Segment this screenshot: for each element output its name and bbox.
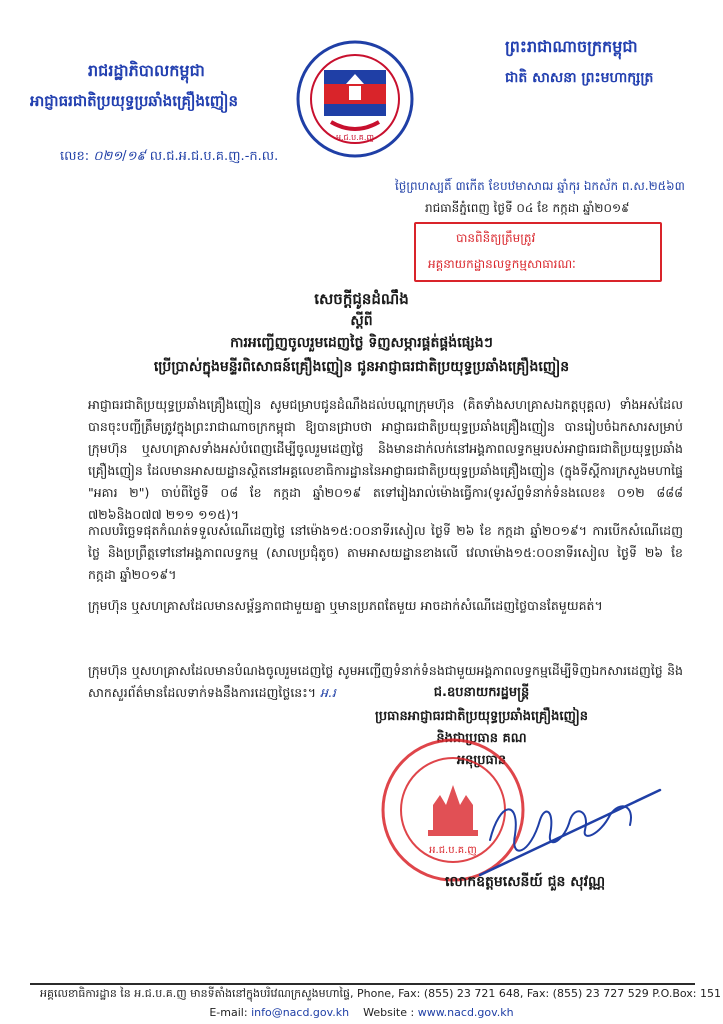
received-stamp <box>414 222 662 282</box>
notice-subject-line1: ការអញ្ជើញចូលរួមដេញថ្លៃ ទិញសម្ភារផ្គត់ផ្គង់ផ្សេងៗ <box>230 335 493 351</box>
footer-email-link[interactable]: info@nacd.gov.kh <box>251 1006 350 1019</box>
footer-address: អគ្គលេខាធិការដ្ឋាន នៃ អ.ជ.ប.គ.ញ មានទីតាំងនៅក្នុងបរិវេណក្រសួងមហាផ្ទៃ, Phone, Fax: (855) 23 721 648, Fax: (855) 23 727 529 P.O.Box: 151 <box>40 987 721 1000</box>
reference-number: លេខ: ០២១/១៩ ល.ជ.អ.ជ.ប.គ.ញ.-ក.ល. <box>60 149 279 164</box>
lunar-date: ថ្ងៃព្រហស្បតិ៍ ៣កើត ខែបឋមាសាឍ ឆ្នាំកុរ ឯកស័ក ព.ស.២៥៦៣ <box>395 179 685 193</box>
government-heading: រាជរដ្ឋាភិបាលកម្ពុជា <box>88 61 205 80</box>
kingdom-heading: ព្រះរាជាណាចក្រកម្ពុជា <box>505 37 638 56</box>
footer-website-link[interactable]: www.nacd.gov.kh <box>417 1006 514 1019</box>
reference-suffix: ល.ជ.អ.ជ.ប.គ.ញ.-ក.ល. <box>149 149 279 164</box>
reference-handwritten-number: ០២១ <box>93 149 123 164</box>
handwritten-note: អ.រ <box>319 685 336 700</box>
agency-heading: អាជ្ញាធរជាតិប្រយុទ្ធប្រឆាំងគ្រឿងញៀន <box>30 92 239 110</box>
nacd-logo <box>296 40 414 158</box>
body-paragraph-1: អាជ្ញាធរជាតិប្រយុទ្ធប្រឆាំងគ្រឿងញៀន សូមជម្រាបជូនដំណឹងដល់បណ្តាក្រុមហ៊ុន (គិតទាំងសហគ្រាសឯកត្តបុគ្គល) ទាំងអស់ដែលបានចុះបញ្ជីត្រឹមត្រូវក្នុងព្រះរាជាណាចក្រកម្ពុជា ឱ្យបានជ្រាបថា អាជ្ញាធរជាតិប្រយុទ្ធប្រឆាំងគ្រឿងញៀន បានរៀបចំឯកសារសម្រាប់ក្រុមហ៊ុន ឬសហគ្រាសទាំងអស់បំពេញដើម្បីចូលរួមដេញថ្លៃ និងមានដាក់លក់នៅអង្គភាពលទ្ធកម្មរបស់អាជ្ញាធរជាតិប្រយុទ្ធប្រឆាំងគ្រឿងញៀន ដែលមានអាសយដ្ឋានស្ថិតនៅអគ្គលេខាធិការដ្ឋាននៃអាជ្ញាធរជាតិប្រយុទ្ធប្រឆាំងគ្រឿងញៀន (ក្នុងទីស្តីការក្រសួងមហាផ្ទៃ "អគារ ២") ចាប់ពីថ្ងៃទី ០៨ ខែ កក្កដា ឆ្នាំ២០១៩ តទៅរៀងរាល់ម៉ោងធ្វើការ(ទូរស័ព្ទទំនាក់ទំនងលេខ៖ ០១២ ៨៨៨ ៧២៦និង០៧៧ ២១១ ១១៥)។ <box>88 397 683 522</box>
footer-website-label: Website : <box>363 1006 415 1019</box>
notice-title: សេចក្តីជូនដំណឹង <box>314 290 409 308</box>
handwritten-signature <box>470 780 670 880</box>
signatory-title-4: អនុប្រធាន <box>456 753 507 768</box>
received-stamp-line2: អគ្គនាយកដ្ឋានលទ្ធកម្មសាធារណៈ <box>428 257 576 271</box>
notice-subject-line2: ប្រើប្រាស់ក្នុងមន្ទីរពិសោធន៍គ្រឿងញៀន ជូនអាជ្ញាធរជាតិប្រយុទ្ធប្រឆាំងគ្រឿងញៀន <box>153 359 570 375</box>
signatory-title-1: ជ.ឧបនាយករដ្ឋមន្ត្រី <box>433 685 530 700</box>
reference-handwritten-year: ១៩ <box>126 149 146 164</box>
signatory-title-3: និងជាប្រធាន គណ <box>436 731 527 746</box>
footer-divider <box>30 983 695 985</box>
national-motto: ជាតិ សាសនា ព្រះមហាក្សត្រ <box>505 70 654 86</box>
signatory-title-2: ប្រធានអាជ្ញាធរជាតិប្រយុទ្ធប្រឆាំងគ្រឿងញៀន <box>374 709 589 724</box>
logo-abbrev: អ.ជ.ប.គ.ញ <box>335 133 375 142</box>
notice-subject-label: ស្តីពី <box>350 313 373 329</box>
body-paragraph-3: ក្រុមហ៊ុន ឬសហគ្រាសដែលមានសម្ព័ន្ធភាពជាមួយគ្នា ឬមានប្រភពតែមួយ អាចដាក់សំណើដេញថ្លៃបានតែមួយគត់។ <box>88 598 603 613</box>
signer-name: លោកឧត្តមសេនីយ៍ ជួន សុវណ្ណ <box>445 874 606 890</box>
received-stamp-line1: បានពិនិត្យត្រឹមត្រូវ <box>456 231 536 245</box>
body-paragraph-4-text: ក្រុមហ៊ុន ឬសហគ្រាសដែលមានបំណងចូលរួមដេញថ្លៃ សូមអញ្ជើញទំនាក់ទំនងជាមួយអង្គភាពលទ្ធកម្មដើម្បីទិញឯកសារដេញថ្លៃ និងសាកសួរព័ត៌មានដែលទាក់ទងនឹងការដេញថ្លៃនេះ។ <box>88 663 683 700</box>
seal-center-text: អ.ជ.ប.គ.ញ <box>429 845 477 856</box>
body-paragraph-2: កាលបរិច្ឆេទផុតកំណត់ទទួលសំណើដេញថ្លៃ នៅម៉ោង១៥:០០នាទីរសៀល ថ្ងៃទី ២៦ ខែ កក្កដា ឆ្នាំ២០១៩។ ការបើកសំណើដេញថ្លៃ និងប្រព្រឹត្តទៅនៅអង្គភាពលទ្ធកម្ម (សាលប្រជុំតូច) តាមអាសយដ្ឋានខាងលើ វេលាម៉ោង១៥:០០នាទីរសៀល ថ្ងៃទី ២៦ ខែ កក្កដា ឆ្នាំ២០១៩។ <box>88 523 683 582</box>
footer-contacts <box>0 1006 723 1019</box>
reference-label: លេខ: <box>60 149 90 164</box>
solar-date: រាជធានីភ្នំពេញ ថ្ងៃទី ០៤ ខែ កក្កដា ឆ្នាំ២០១៩ <box>425 201 630 215</box>
footer-email-label: E-mail: <box>209 1006 248 1019</box>
